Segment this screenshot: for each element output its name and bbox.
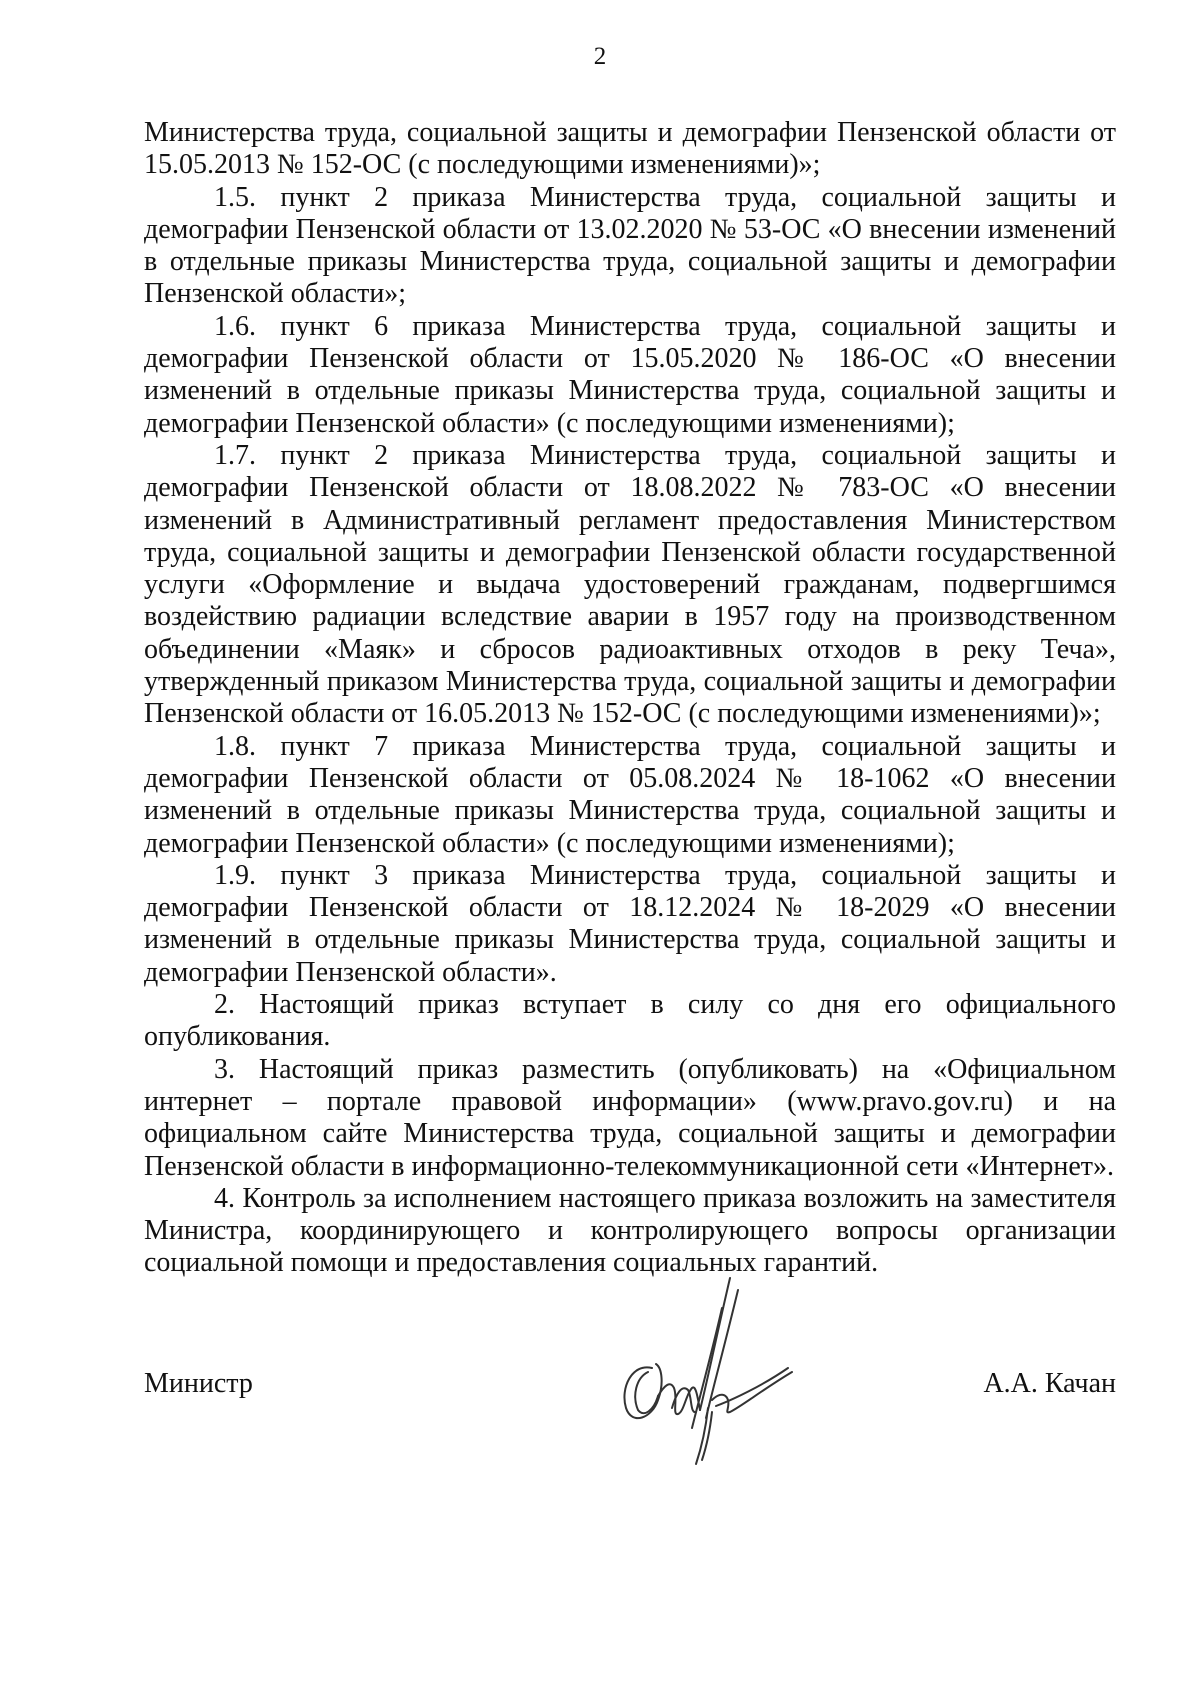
- paragraph: 2. Настоящий приказ вступает в силу со дня его официального опубликования.: [144, 989, 1116, 1053]
- paragraph: 1.8. пункт 7 приказа Министерства труда, социальной защиты и демографии Пензенской области от 05.08.2024 № 18-1062 «О внесении изменений в отдельные приказы Министерства труда, социальной защиты и демографии Пензенской области» (с последующими изменениями);: [144, 730, 1116, 859]
- paragraph: 1.6. пункт 6 приказа Министерства труда, социальной защиты и демографии Пензенской области от 15.05.2020 № 186-ОС «О внесении изменений в отдельные приказы Министерства труда, социальной защиты и демографии Пензенской области» (с последующими изменениями);: [144, 310, 1116, 439]
- paragraph: 1.9. пункт 3 приказа Министерства труда, социальной защиты и демографии Пензенской области от 18.12.2024 № 18-2029 «О внесении изменений в отдельные приказы Министерства труда, социальной защиты и демографии Пензенской области».: [144, 859, 1116, 988]
- paragraph: 1.5. пункт 2 приказа Министерства труда, социальной защиты и демографии Пензенской области от 13.02.2020 № 53-ОС «О внесении изменений в отдельные приказы Министерства труда, социальной защиты и демографии Пензенской области»;: [144, 181, 1116, 310]
- paragraph: 4. Контроль за исполнением настоящего приказа возложить на заместителя Министра, координирующего и контролирующего вопросы организации социальной помощи и предоставления социальных гарантий.: [144, 1182, 1116, 1279]
- handwritten-signature-icon: [612, 1268, 822, 1468]
- paragraph: 1.7. пункт 2 приказа Министерства труда, социальной защиты и демографии Пензенской области от 18.08.2022 № 783-ОС «О внесении изменений в Административный регламент предоставления Министерством труда, социальной защиты и демографии Пензенской области государственной услуги «Оформление и выдача удостоверений гражданам, подвергшимся воздействию радиации вследствие аварии в 1957 году на производственном объединении «Маяк» и сбросов радиоактивных отходов в реку Теча», утвержденный приказом Министерства труда, социальной защиты и демографии Пензенской области от 16.05.2013 № 152-ОС (с последующими изменениями)»;: [144, 439, 1116, 730]
- document-body: [144, 117, 1116, 1280]
- signer-position: Министр: [144, 1368, 253, 1399]
- page-number: 2: [593, 43, 607, 70]
- signer-name: А.А. Качан: [983, 1368, 1116, 1399]
- paragraph: Министерства труда, социальной защиты и демографии Пензенской области от 15.05.2013 № 152-ОС (с последующими изменениями)»;: [144, 117, 1116, 181]
- paragraph: 3. Настоящий приказ разместить (опубликовать) на «Официальном интернет – портале правовой информации» (www.pravo.gov.ru) и на официальном сайте Министерства труда, социальной защиты и демографии Пензенской области в информационно-телекоммуникационной сети «Интернет».: [144, 1053, 1116, 1182]
